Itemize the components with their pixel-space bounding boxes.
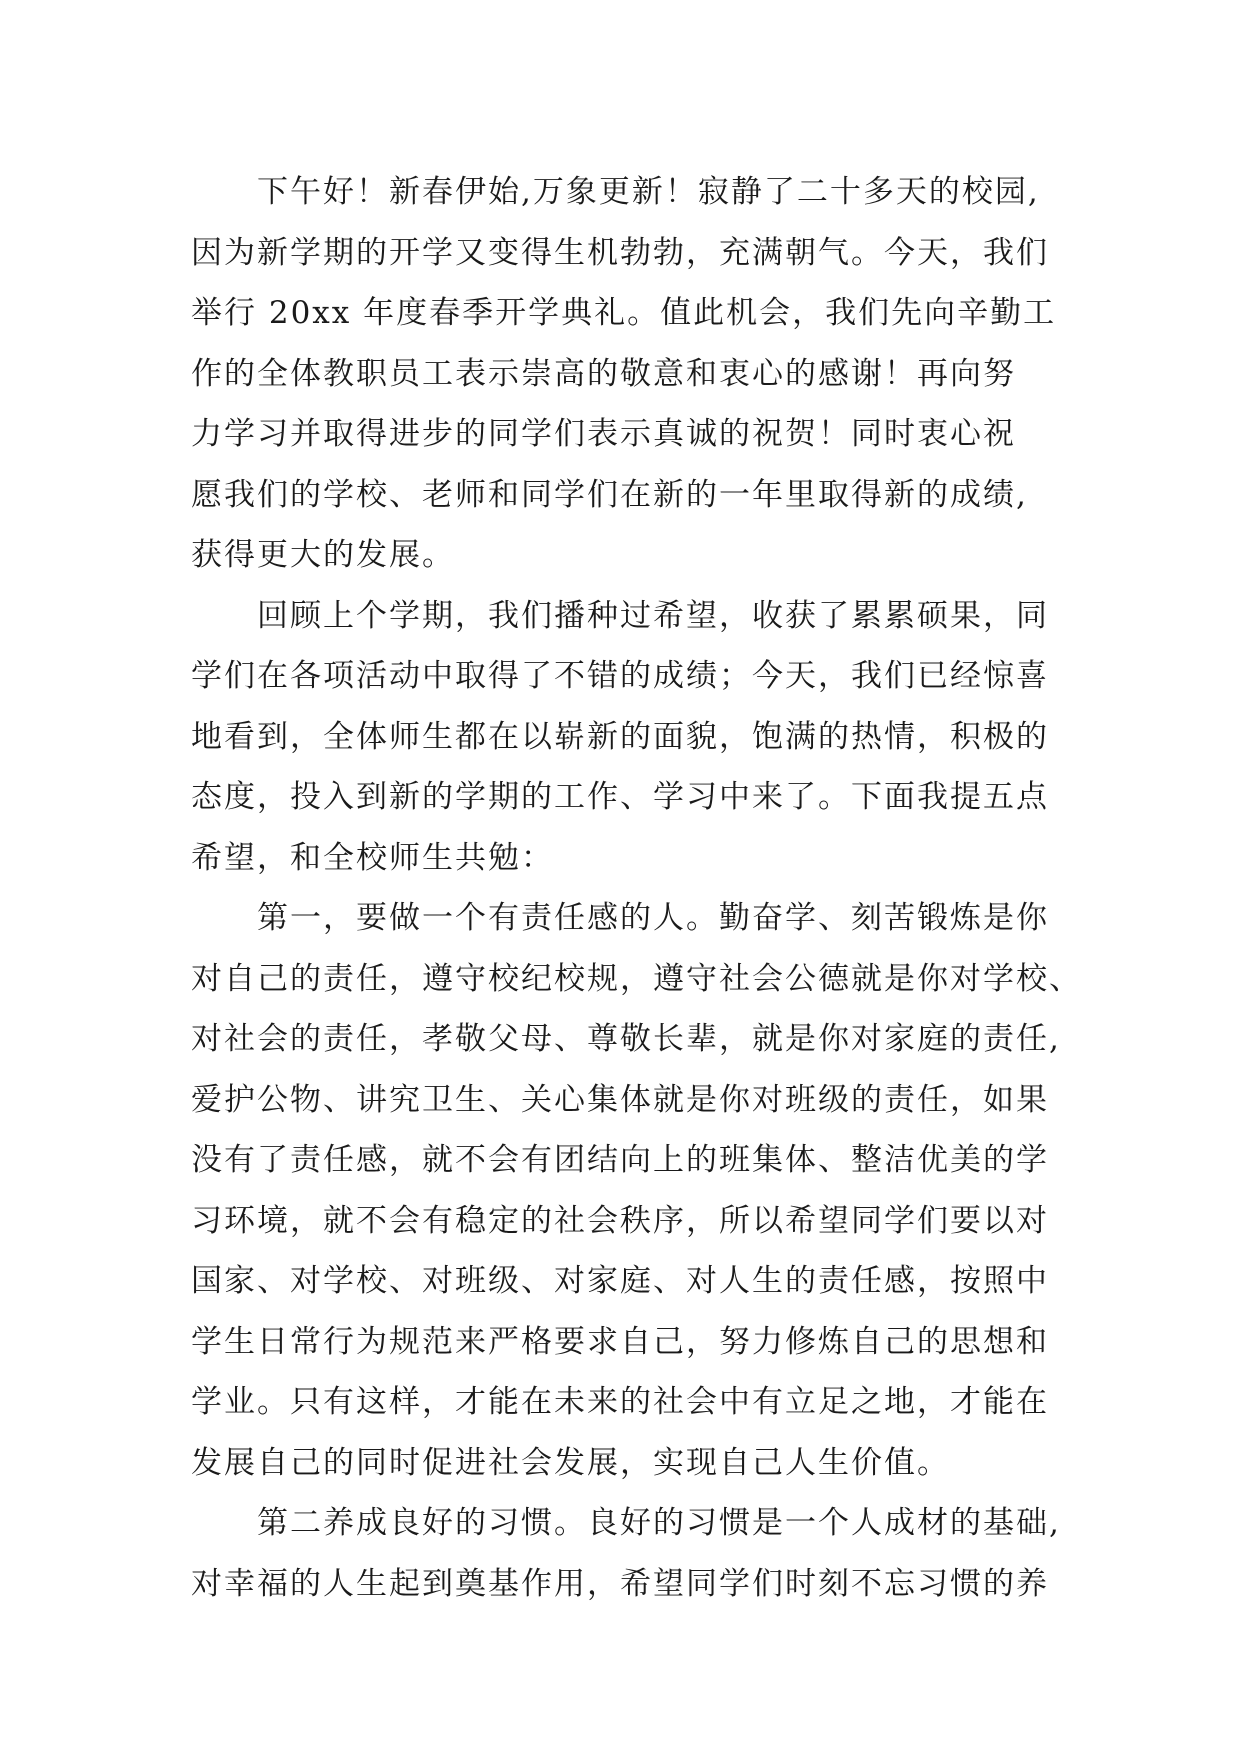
paragraph-3-line-9: 学业。只有这样，才能在未来的社会中有立足之地，才能在 (191, 1384, 1049, 1420)
paragraph-2-line-5: 希望，和全校师生共勉： (191, 839, 554, 876)
paragraph-3-line-1: 第一，要做一个有责任感的人。勤奋学、刻苦锻炼是你 (257, 900, 1049, 936)
paragraph-3-line-5: 没有了责任感，就不会有团结向上的班集体、整洁优美的学 (191, 1142, 1049, 1178)
paragraph-4-line-2: 对幸福的人生起到奠基作用，希望同学们时刻不忘习惯的养 (191, 1565, 1049, 1602)
paragraph-2-line-3: 地看到，全体师生都在以崭新的面貌，饱满的热情，积极的 (191, 718, 1049, 755)
paragraph-3-line-2: 对自己的责任，遵守校纪校规，遵守社会公德就是你对学校、 (191, 960, 1082, 997)
paragraph-3-line-4: 爱护公物、讲究卫生、关心集体就是你对班级的责任，如果 (191, 1081, 1049, 1118)
paragraph-3-line-3: 对社会的责任，孝敬父母、尊敬长辈，就是你对家庭的责任, (191, 1021, 1061, 1057)
paragraph-1-line-3: 举行 20xx 年度春季开学典礼。值此机会，我们先向辛勤工 (191, 295, 1057, 331)
paragraph-3-line-6: 习环境，就不会有稳定的社会秩序，所以希望同学们要以对 (191, 1202, 1049, 1239)
paragraph-1-line-2: 因为新学期的开学又变得生机勃勃，充满朝气。今天，我们 (191, 234, 1049, 271)
paragraph-3-line-10: 发展自己的同时促进社会发展，实现自己人生价值。 (191, 1444, 950, 1481)
paragraph-1-line-5: 力学习并取得进步的同学们表示真诚的祝贺！同时衷心祝 (191, 416, 1016, 452)
paragraph-1-line-7: 获得更大的发展。 (191, 537, 455, 573)
paragraph-1-line-4: 作的全体教职员工表示崇高的敬意和衷心的感谢！再向努 (191, 355, 1016, 392)
paragraph-2-line-2: 学们在各项活动中取得了不错的成绩；今天，我们已经惊喜 (191, 658, 1049, 694)
paragraph-2-line-1: 回顾上个学期，我们播种过希望，收获了累累硕果，同 (257, 597, 1049, 634)
paragraph-3-line-7: 国家、对学校、对班级、对家庭、对人生的责任感，按照中 (191, 1263, 1049, 1299)
paragraph-2-line-4: 态度，投入到新的学期的工作、学习中来了。下面我提五点 (191, 779, 1049, 815)
paragraph-1-line-6: 愿我们的学校、老师和同学们在新的一年里取得新的成绩, (191, 476, 1028, 513)
document-body (191, 162, 1082, 1614)
paragraph-1-line-1: 下午好！新春伊始,万象更新！寂静了二十多天的校园, (257, 174, 1040, 210)
paragraph-3-line-8: 学生日常行为规范来严格要求自己，努力修炼自己的思想和 (191, 1323, 1049, 1360)
paragraph-4-line-1: 第二养成良好的习惯。良好的习惯是一个人成材的基础, (257, 1505, 1061, 1541)
